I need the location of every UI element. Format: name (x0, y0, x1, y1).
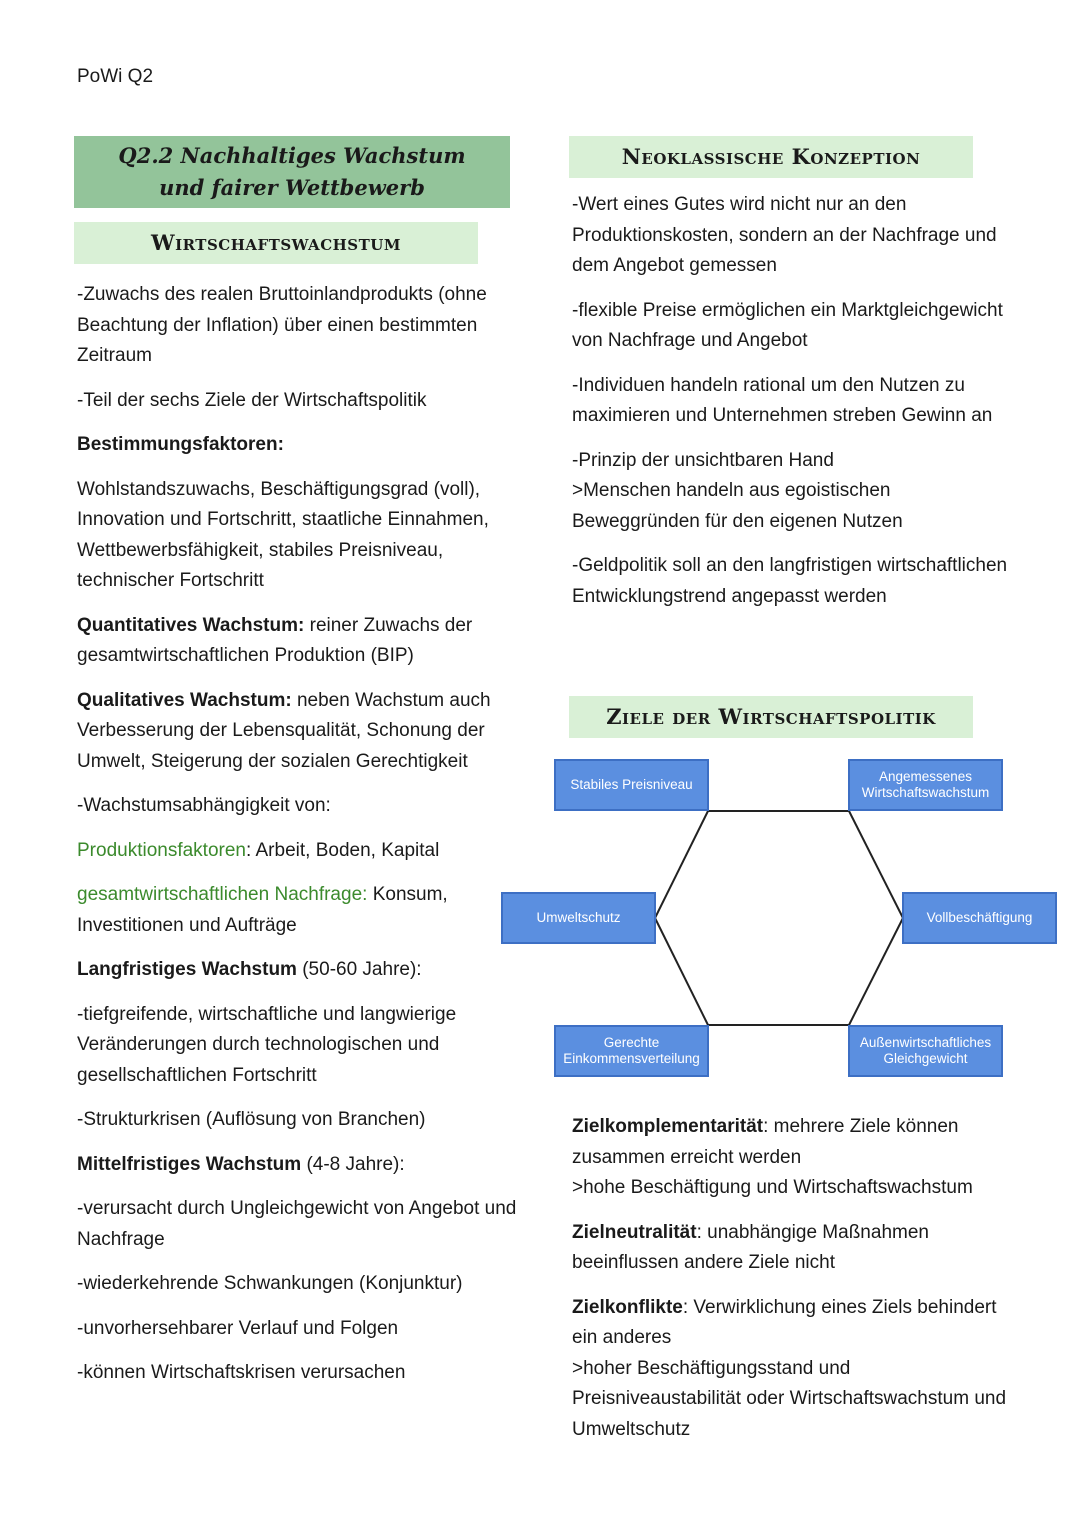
node-aussenwirtschaft: Außenwirtschaftliches Gleichgewicht (848, 1025, 1003, 1077)
text-paragraph: -flexible Preise ermöglichen ein Marktgleichgewicht von Nachfrage und Angebot (572, 299, 1003, 351)
term-text: (50-60 Jahre): (296, 959, 422, 980)
page-title-line-2: und fairer Wettbewerb (159, 175, 425, 200)
text-paragraph: Wohlstandszuwachs, Beschäftigungsgrad (voll), Innovation und Fortschritt, staatliche Einnahmen, Wettbewerbsfähigkeit, stabiles Preisniveau, technischer Fortschritt (77, 478, 489, 591)
definition-quantitative (77, 611, 517, 672)
text-paragraph: -verursacht durch Ungleichgewicht von Angebot und Nachfrage (77, 1198, 517, 1250)
text-paragraph: -unvorhersehbarer Verlauf und Folgen (77, 1317, 399, 1339)
term-label: Quantitatives Wachstum: (77, 614, 305, 636)
text-paragraph: Bestimmungsfaktoren: (77, 434, 284, 455)
term-label: Langfristiges Wachstum (77, 959, 297, 980)
term-label: Zielkonflikte (572, 1296, 683, 1318)
heading-neoklassische-konzeption: Neoklassische Konzeption (569, 136, 973, 178)
text-paragraph: -Wachstumsabhängigkeit von: (77, 795, 331, 816)
text-paragraph (572, 446, 1012, 538)
text-line: -Prinzip der unsichtbaren Hand (572, 449, 834, 471)
term-example: >hohe Beschäftigung und Wirtschaftswachstum (572, 1177, 973, 1198)
definition-nachfrage (77, 880, 517, 941)
right-column-top (572, 190, 1012, 626)
definition-produktionsfaktoren (77, 836, 517, 867)
heading-ziele-wirtschaftspolitik: Ziele der Wirtschaftspolitik (569, 696, 973, 738)
text-line: >Menschen handeln aus egoistischen Beweggründen für den eigenen Nutzen (572, 480, 903, 532)
node-stabiles-preisniveau: Stabiles Preisniveau (554, 759, 709, 811)
term-text: (4-8 Jahre): (301, 1153, 405, 1175)
term-text: : Arbeit, Boden, Kapital (246, 839, 440, 861)
term-text: neben Wachstum auch Verbesserung der Lebensqualität, Schonung der Umwelt, Steigerung der sozialen Gerechtigkeit (77, 689, 491, 772)
term-label: gesamtwirtschaftlichen Nachfrage: (77, 884, 368, 905)
term-label: Zielkomplementarität (572, 1116, 764, 1137)
text-paragraph: -Zuwachs des realen Bruttoinlandprodukts (ohne Beachtung der Inflation) über einen bestimmten Zeitraum (77, 284, 487, 366)
text-paragraph: -können Wirtschaftskrisen verursachen (77, 1362, 406, 1383)
term-example: >hoher Beschäftigungsstand und Preisniveaustabilität oder Wirtschaftswachstum und Umweltschutz (572, 1357, 1007, 1440)
term-text: : Verwirklichung eines Ziels behindert ein anderes (572, 1296, 997, 1348)
term-text: : mehrere Ziele können zusammen erreicht werden (572, 1116, 959, 1168)
text-paragraph: -wiederkehrende Schwankungen (Konjunktur) (77, 1273, 463, 1294)
edge-top-right (849, 811, 903, 918)
right-column-bottom (572, 1112, 1012, 1459)
left-column (77, 280, 517, 1403)
definition-qualitative (77, 686, 517, 778)
text-paragraph: -Strukturkrisen (Auflösung von Branchen) (77, 1109, 426, 1130)
definition-mittelfristig (77, 1150, 517, 1181)
definition-langfristig (77, 955, 517, 986)
text-paragraph: -Wert eines Gutes wird nicht nur an den Produktionskosten, sondern an der Nachfrage und dem Angebot gemessen (572, 194, 997, 276)
text-paragraph: -tiefgreifende, wirtschaftliche und langwierige Veränderungen durch technologischen und gesellschaftlichen Fortschritt (77, 1003, 457, 1086)
term-label: Zielneutralität (572, 1221, 697, 1243)
term-label: Mittelfristiges Wachstum (77, 1153, 302, 1175)
edge-top-left (655, 811, 708, 918)
definition-zielneutralitaet (572, 1218, 1012, 1279)
text-paragraph: -Geldpolitik soll an den langfristigen wirtschaftlichen Entwicklungstrend angepasst werden (572, 555, 1008, 607)
term-text: reiner Zuwachs der gesamtwirtschaftlichen Produktion (BIP) (77, 614, 473, 666)
text-paragraph: -Teil der sechs Ziele der Wirtschaftspolitik (77, 389, 427, 411)
term-text: Konsum, Investitionen und Aufträge (77, 884, 448, 936)
page-header: PoWi Q2 (77, 66, 154, 87)
term-label: Produktionsfaktoren (77, 839, 246, 861)
edge-bottom-left (655, 918, 708, 1025)
heading-wirtschaftswachstum: Wirtschaftswachstum (74, 222, 478, 264)
definition-zielkomplementaritaet (572, 1112, 1012, 1204)
edge-bottom-right (849, 918, 903, 1025)
node-vollbeschaeftigung: Vollbeschäftigung (902, 892, 1057, 944)
term-label: Qualitatives Wachstum: (77, 689, 292, 711)
node-umweltschutz: Umweltschutz (501, 892, 656, 944)
term-text: : unabhängige Maßnahmen beeinflussen andere Ziele nicht (572, 1221, 929, 1273)
page-title-line-1: Q2.2 Nachhaltiges Wachstum (118, 143, 466, 168)
definition-zielkonflikte (572, 1293, 1012, 1446)
page-title (74, 136, 510, 208)
node-wirtschaftswachstum: Angemessenes Wirtschaftswachstum (848, 759, 1003, 811)
text-paragraph: -Individuen handeln rational um den Nutzen zu maximieren und Unternehmen streben Gewinn an (572, 374, 993, 426)
node-einkommensverteilung: Gerechte Einkommensverteilung (554, 1025, 709, 1077)
